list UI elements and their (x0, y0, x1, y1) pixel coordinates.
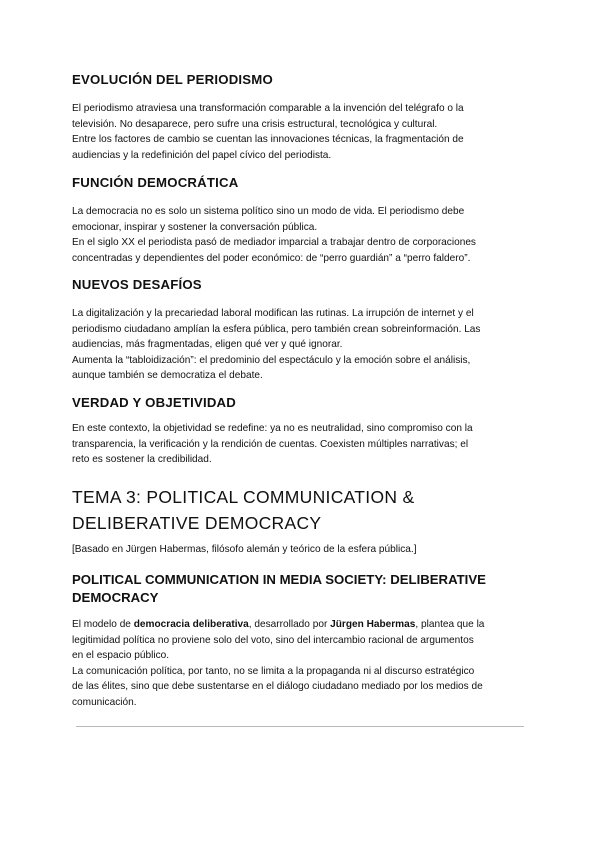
bold-term: Jürgen Habermas (330, 619, 416, 630)
text-line: audiencias, más fragmentadas, eligen qué ver y qué ignorar. (72, 339, 343, 351)
section-paragraph-funcion (72, 204, 534, 266)
text-line: La digitalización y la precariedad laboral modifican las rutinas. La irrupción de internet y el (72, 308, 474, 319)
text-line: [Basado en Jürgen Habermas, filósofo alemán y teórico de la esfera pública.] (72, 544, 417, 555)
text-line: de las élites, sino que debe sustentarse en el diálogo ciudadano mediado por los medios de (72, 681, 483, 693)
section-heading-desafios: NUEVOS DESAFÍOS (72, 277, 202, 292)
tema-paragraph (72, 617, 534, 711)
section-heading-verdad: VERDAD Y OBJETIVIDAD (72, 395, 236, 410)
tema-title-line: TEMA 3: POLITICAL COMMUNICATION & (72, 487, 415, 507)
section-paragraph-desafios (72, 306, 534, 384)
text-line: Entre los factores de cambio se cuentan las innovaciones técnicas, la fragmentación de (72, 134, 464, 146)
text-line: concentradas y dependientes del poder económico: de “perro guardián” a “perro faldero”. (72, 252, 471, 264)
section-paragraph-evolucion (72, 101, 534, 163)
text-line: El periodismo atraviesa una transformación comparable a la invención del telégrafo o la (72, 103, 464, 114)
section-heading-funcion: FUNCIÓN DEMOCRÁTICA (72, 175, 239, 190)
tema-note (72, 542, 534, 558)
text-line: En este contexto, la objetividad se redefine: ya no es neutralidad, sino compromiso con la (72, 423, 473, 434)
text-run: , desarrollado por (248, 619, 331, 630)
text-line: comunicación. (72, 696, 137, 708)
text-line: La democracia no es solo un sistema político sino un modo de vida. El periodismo debe (72, 206, 465, 217)
text-line: televisión. No desaparece, pero sufre una crisis estructural, tecnológica y cultural. (72, 118, 438, 130)
text-line: en el espacio público. (72, 650, 170, 662)
text-line: La comunicación política, por tanto, no se limita a la propaganda ni al discurso estratégico (72, 665, 475, 677)
subheading-line: POLITICAL COMMUNICATION IN MEDIA SOCIETY: DELIBERATIVE (72, 572, 486, 587)
text-run: El modelo de (72, 619, 134, 630)
section-paragraph-verdad (72, 421, 534, 468)
text-line: reto es sostener la credibilidad. (72, 454, 212, 466)
tema-title-line: DELIBERATIVE DEMOCRACY (72, 513, 322, 533)
section-heading-evolucion: EVOLUCIÓN DEL PERIODISMO (72, 72, 273, 87)
subheading-line: DEMOCRACY (72, 590, 159, 605)
tema-subheading (72, 571, 486, 607)
text-line: legitimidad política no proviene solo del voto, sino del intercambio racional de argumentos (72, 634, 474, 646)
text-line: Aumenta la “tabloidización”: el predominio del espectáculo y la emoción sobre el análisis, (72, 354, 471, 366)
horizontal-divider (76, 726, 524, 727)
text-line: En el siglo XX el periodista pasó de mediador imparcial a trabajar dentro de corporaciones (72, 237, 476, 249)
text-line: emocionar, inspirar y sostener la conversación pública. (72, 221, 318, 233)
bold-term: democracia deliberativa (133, 619, 249, 630)
text-line: periodismo ciudadano amplían la esfera pública, pero también crean sobreinformación. Las (72, 323, 481, 335)
text-run: , plantea que la (415, 619, 485, 630)
text-line: audiencias y la redefinición del papel cívico del periodista. (72, 149, 332, 161)
text-line: aunque también se democratiza el debate. (72, 370, 263, 382)
tema-title (72, 484, 414, 536)
text-line (72, 617, 534, 633)
text-line: transparencia, la verificación y la rendición de cuentas. Coexisten múltiples narrativas; el (72, 438, 469, 450)
